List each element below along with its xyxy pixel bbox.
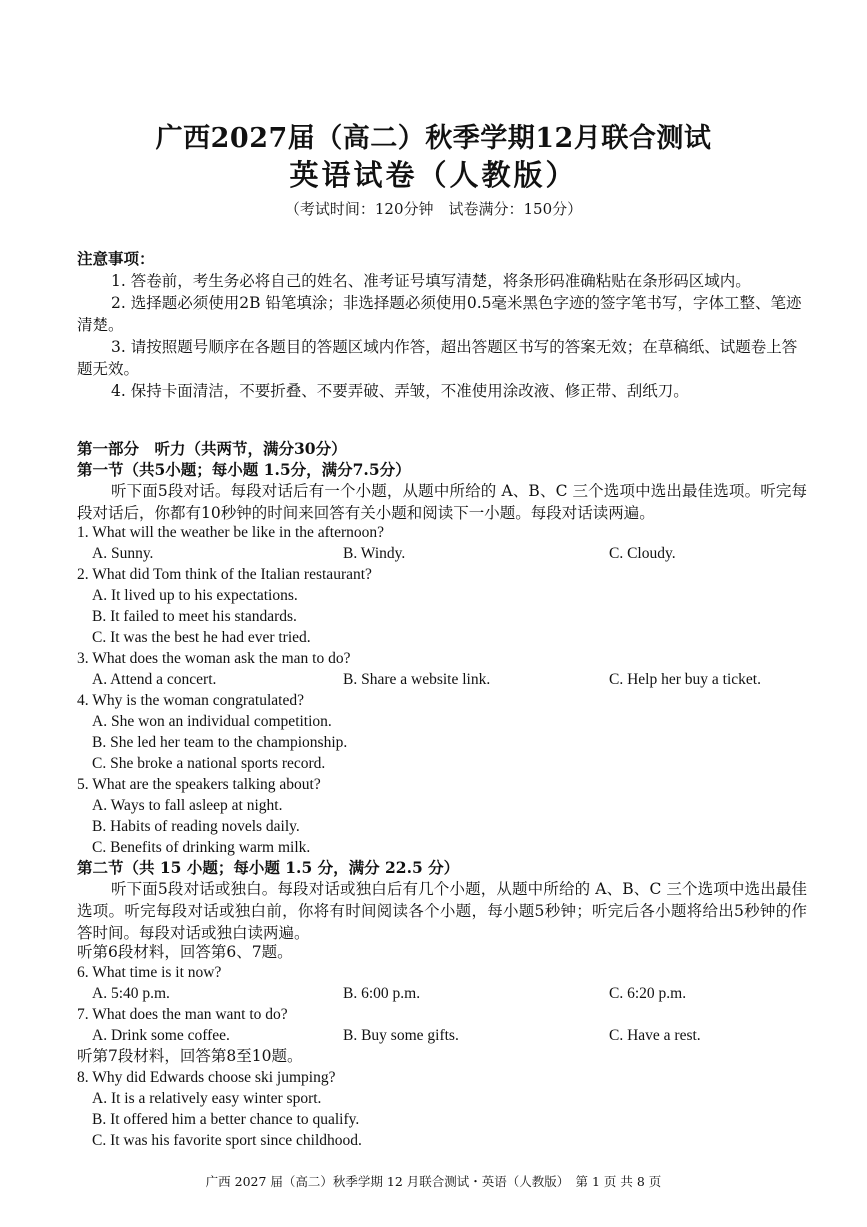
- option-c: C. 6:20 p.m.: [609, 985, 687, 1002]
- option-b: B. Windy.: [343, 545, 406, 562]
- material-6-note: 听第6段材料，回答第6、7题。: [77, 943, 293, 961]
- option-c: C. Have a rest.: [609, 1027, 701, 1044]
- option-a: A. It lived up to his expectations.: [92, 587, 298, 604]
- section1-heading: 第一节（共5小题；每小题 1.5分，满分7.5分）: [77, 460, 411, 479]
- option-b: B. Habits of reading novels daily.: [92, 818, 300, 835]
- option-a: A. 5:40 p.m.: [92, 985, 170, 1002]
- question-5: 5. What are the speakers talking about?: [77, 776, 321, 793]
- option-b: B. Buy some gifts.: [343, 1027, 459, 1044]
- question-8: 8. Why did Edwards choose ski jumping?: [77, 1069, 336, 1086]
- option-b: B. It failed to meet his standards.: [92, 608, 297, 625]
- option-a: A. Sunny.: [92, 545, 154, 562]
- notes-section: [77, 248, 807, 402]
- option-b: B. 6:00 p.m.: [343, 985, 421, 1002]
- option-a: A. Ways to fall asleep at night.: [92, 797, 283, 814]
- part1-heading: 第一部分 听力（共两节，满分30分）: [77, 439, 347, 458]
- exam-title: 广西2027届（高二）秋季学期12月联合测试: [155, 123, 712, 154]
- option-a: A. It is a relatively easy winter sport.: [92, 1090, 322, 1107]
- note-item: 2. 选择题必须使用2B 铅笔填涂；非选择题必须使用0.5毫米黑色字迹的签字笔书写，字体工整、笔迹清楚。: [77, 294, 802, 334]
- page-footer: 广西 2027 届（高二）秋季学期 12 月联合测试・英语（人教版） 第 1 页 共 8 页: [205, 1174, 662, 1189]
- note-item: 1. 答卷前，考生务必将自己的姓名、准考证号填写清楚，将条形码准确粘贴在条形码区域内。: [111, 272, 751, 290]
- option-c: C. It was his favorite sport since childhood.: [92, 1132, 362, 1149]
- section2-instruction: 听下面5段对话或独白。每段对话或独白后有几个小题，从题中所给的 A、B、C 三个选项中选出最佳选项。听完每段对话或独白前，你将有时间阅读各个小题，每小题5秒钟；听完后各小题将给出5秒钟的作答时间。每段对话或独白读两遍。: [77, 880, 807, 942]
- question-6: 6. What time is it now?: [77, 964, 222, 981]
- option-c: C. It was the best he had ever tried.: [92, 629, 311, 646]
- subject-title: 英语试卷（人教版）: [289, 158, 578, 192]
- option-a: A. Attend a concert.: [92, 671, 217, 688]
- question-4: 4. Why is the woman congratulated?: [77, 692, 304, 709]
- question-7: 7. What does the man want to do?: [77, 1006, 288, 1023]
- option-c: C. Help her buy a ticket.: [609, 671, 761, 688]
- note-item: 3. 请按照题号顺序在各题目的答题区域内作答，超出答题区书写的答案无效；在草稿纸、试题卷上答题无效。: [77, 338, 798, 378]
- option-b: B. Share a website link.: [343, 671, 491, 688]
- question-1: 1. What will the weather be like in the afternoon?: [77, 524, 385, 541]
- notes-heading: 注意事项：: [77, 249, 155, 268]
- option-b: B. It offered him a better chance to qualify.: [92, 1111, 360, 1128]
- option-a: A. Drink some coffee.: [92, 1027, 230, 1044]
- section1-instruction: 听下面5段对话。每段对话后有一个小题，从题中所给的 A、B、C 三个选项中选出最佳选项。听完每段对话后，你都有10秒钟的时间来回答有关小题和阅读下一小题。每段对话读两遍。: [77, 482, 807, 522]
- material-7-note: 听第7段材料，回答第8至10题。: [77, 1047, 303, 1065]
- option-a: A. She won an individual competition.: [92, 713, 332, 730]
- option-c: C. Benefits of drinking warm milk.: [92, 839, 311, 856]
- option-c: C. Cloudy.: [609, 545, 676, 562]
- option-b: B. She led her team to the championship.: [92, 734, 348, 751]
- note-item: 4. 保持卡面清洁，不要折叠、不要弄破、弄皱，不准使用涂改液、修正带、刮纸刀。: [111, 382, 689, 400]
- question-2: 2. What did Tom think of the Italian restaurant?: [77, 566, 372, 583]
- question-3: 3. What does the woman ask the man to do?: [77, 650, 351, 667]
- section2-heading: 第二节（共 15 小题；每小题 1.5 分，满分 22.5 分）: [77, 858, 460, 877]
- exam-time-info: （考试时间：120分钟 试卷满分：150分）: [284, 200, 583, 218]
- option-c: C. She broke a national sports record.: [92, 755, 326, 772]
